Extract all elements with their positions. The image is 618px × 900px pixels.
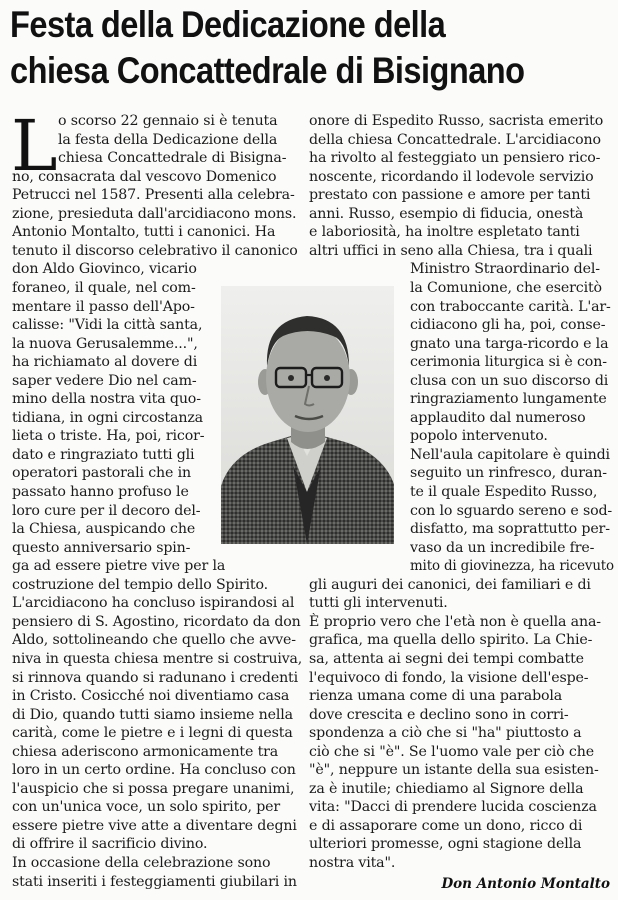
text-line: costruzione del tempio dello Spirito.: [12, 576, 268, 593]
text-line: Nell'aula capitolare è quindi: [410, 446, 610, 463]
text-line: grafica, ma quella dello spirito. La Chie-: [309, 632, 593, 649]
text-line: Aldo, sottolineando che quello che avve-: [12, 632, 296, 649]
text-line: loro cure per il decoro del-: [12, 502, 201, 519]
text-line: la Chiesa, auspicando che: [12, 521, 196, 538]
text-line: di offrire il sacrificio divino.: [12, 836, 208, 853]
text-line: o scorso 22 gennaio si è tenuta: [58, 113, 278, 129]
text-line: la nuova Gerusalemme...",: [12, 335, 198, 352]
text-line: nostra vita".: [309, 855, 396, 871]
text-line: tidiana, in ogni circostanza: [12, 409, 203, 426]
text-line: don Aldo Giovinco, vicario: [12, 261, 197, 278]
text-line: vita: "Dacci di prendere lucida coscienza: [309, 799, 597, 816]
text-line: onore di Espedito Russo, sacrista emerito: [309, 113, 604, 129]
text-line: operatori pastorali che in: [12, 465, 191, 482]
text-line: sa, attenta ai segni dei tempi combatte: [309, 650, 584, 667]
text-line: con lo sguardo sereno e sod-: [410, 502, 613, 519]
text-line: ha richiamato al dovere di: [12, 354, 198, 371]
text-line: mito di giovinezza, ha ricevuto: [410, 558, 614, 575]
text-line: te il quale Espedito Russo,: [410, 484, 598, 500]
text-line: dove crescita e declino sono in corri-: [309, 706, 569, 723]
text-line: rienza umana come di una parabola: [309, 688, 563, 705]
text-line: di Dio, quando tutti siamo insieme nella: [12, 706, 293, 723]
text-line: niva in questa chiesa mentre si costruiva,: [12, 650, 303, 667]
text-line: "è", neppure un istante della sua esisten-: [309, 762, 599, 779]
text-line: spondenza a ciò che si "ha" piuttosto a: [309, 725, 582, 742]
text-line: Ministro Straordinario del-: [410, 261, 600, 278]
headline: [10, 2, 538, 94]
text-line: e laboriosità, ha inoltre espletato tanti: [309, 224, 580, 241]
text-line: questo anniversario spin-: [12, 539, 191, 556]
text-line: carità, come le pietre e i legni di questa: [12, 725, 293, 742]
text-line: anni. Russo, esempio di fiducia, onestà: [309, 205, 584, 222]
text-line: loro in un certo ordine. Ha concluso con: [12, 762, 296, 779]
headline-line-2: chiesa Concattedrale di Bisignano: [10, 50, 525, 91]
text-line: seguito un rinfresco, duran-: [410, 465, 607, 482]
text-line: vaso da un incredibile fre-: [410, 539, 595, 556]
text-line: cidiacono gli ha, poi, conse-: [410, 317, 606, 334]
text-line: altri uffici in seno alla Chiesa, tra i quali: [309, 242, 593, 259]
text-line: lieta o triste. Ha, poi, ricor-: [12, 428, 205, 445]
text-line: ulteriori promesse, ogni stagione della: [309, 836, 582, 853]
portrait-photo-icon: [221, 286, 394, 544]
text-line: passato hanno profuso le: [12, 484, 189, 500]
text-line: Petrucci nel 1587. Presenti alla celebra-: [12, 187, 295, 204]
text-line: stati inseriti i festeggiamenti giubilari in: [12, 873, 297, 890]
text-line: gli auguri dei canonici, dei familiari e di: [309, 576, 591, 593]
text-line: za è inutile; chiediamo al Signore della: [309, 780, 584, 797]
text-line: si rinnova quando si radunano i credenti: [12, 669, 298, 686]
text-line: essere pietre vive atte a diventare degni: [12, 817, 297, 834]
text-line: tenuto il discorso celebrativo il canonico: [12, 242, 298, 259]
text-line: cerimonia liturgica si è con-: [410, 354, 607, 371]
text-line: tutti gli intervenuti.: [309, 595, 448, 612]
text-line: la festa della Dedicazione della: [58, 131, 278, 148]
text-line: mino della nostra vita quo-: [12, 391, 201, 408]
text-line: ga ad essere pietre vive per la: [12, 558, 226, 575]
text-line: in Cristo. Cosicché noi diventiamo casa: [12, 688, 290, 705]
text-line: dato e ringraziato tutti gli: [12, 446, 195, 463]
text-line: gnato una targa-ricordo e la: [410, 335, 609, 352]
text-line: chiesa Concattedrale di Bisigna-: [58, 150, 287, 167]
text-line: calisse: "Vidi la città santa,: [12, 317, 203, 334]
text-line: zione, presieduta dall'arcidiacono mons.: [12, 205, 297, 222]
byline: Don Antonio Montalto: [441, 876, 610, 892]
text-line: della chiesa Concattedrale. L'arcidiacono: [309, 131, 601, 148]
text-line: l'equivoco di fondo, la visione dell'espe-: [309, 669, 589, 686]
text-line: L'arcidiacono ha concluso ispirandosi al: [12, 595, 295, 612]
text-line: applaudito dal numeroso: [410, 409, 586, 426]
text-line: e di assaporare come un dono, ricco di: [309, 817, 583, 834]
text-line: ringraziamento lungamente: [410, 391, 607, 408]
text-line: ciò che si "è". Se l'uomo vale per ciò che: [309, 743, 594, 760]
text-line: Antonio Montalto, tutti i canonici. Ha: [12, 224, 276, 241]
text-line: clusa con un suo discorso di: [410, 372, 609, 389]
text-line: la Comunione, che esercitò: [410, 279, 602, 296]
text-line: È proprio vero che l'età non è quella ana-: [309, 613, 601, 630]
text-line: popolo intervenuto.: [410, 428, 548, 445]
text-line: no, consacrata dal vescovo Domenico: [12, 168, 277, 185]
portrait-illustration: [221, 286, 394, 544]
text-line: noscente, ricordando il lodevole servizio: [309, 168, 594, 185]
text-line: con un'unica voce, un solo spirito, per: [12, 799, 281, 816]
headline-line-1: Festa della Dedicazione della: [10, 4, 446, 45]
text-line: con traboccante carità. L'ar-: [410, 298, 611, 315]
text-line: chiesa aderiscono armonicamente tra: [12, 743, 279, 760]
text-line: saper vedere Dio nel cam-: [12, 372, 197, 389]
text-line: In occasione della celebrazione sono: [12, 855, 271, 871]
drop-cap: L: [11, 105, 58, 187]
text-line: pensiero di S. Agostino, ricordato da don: [12, 613, 301, 630]
text-line: foraneo, il quale, nel com-: [12, 279, 196, 296]
text-line: prestato con passione e amore per tanti: [309, 187, 591, 204]
text-line: disfatto, ma soprattutto per-: [410, 521, 610, 538]
text-line: ha rivolto al festeggiato un pensiero rico-: [309, 150, 601, 167]
text-line: l'auspicio che si possa pregare unanimi,: [12, 780, 295, 797]
text-line: mentare il passo dell'Apo-: [12, 298, 195, 315]
